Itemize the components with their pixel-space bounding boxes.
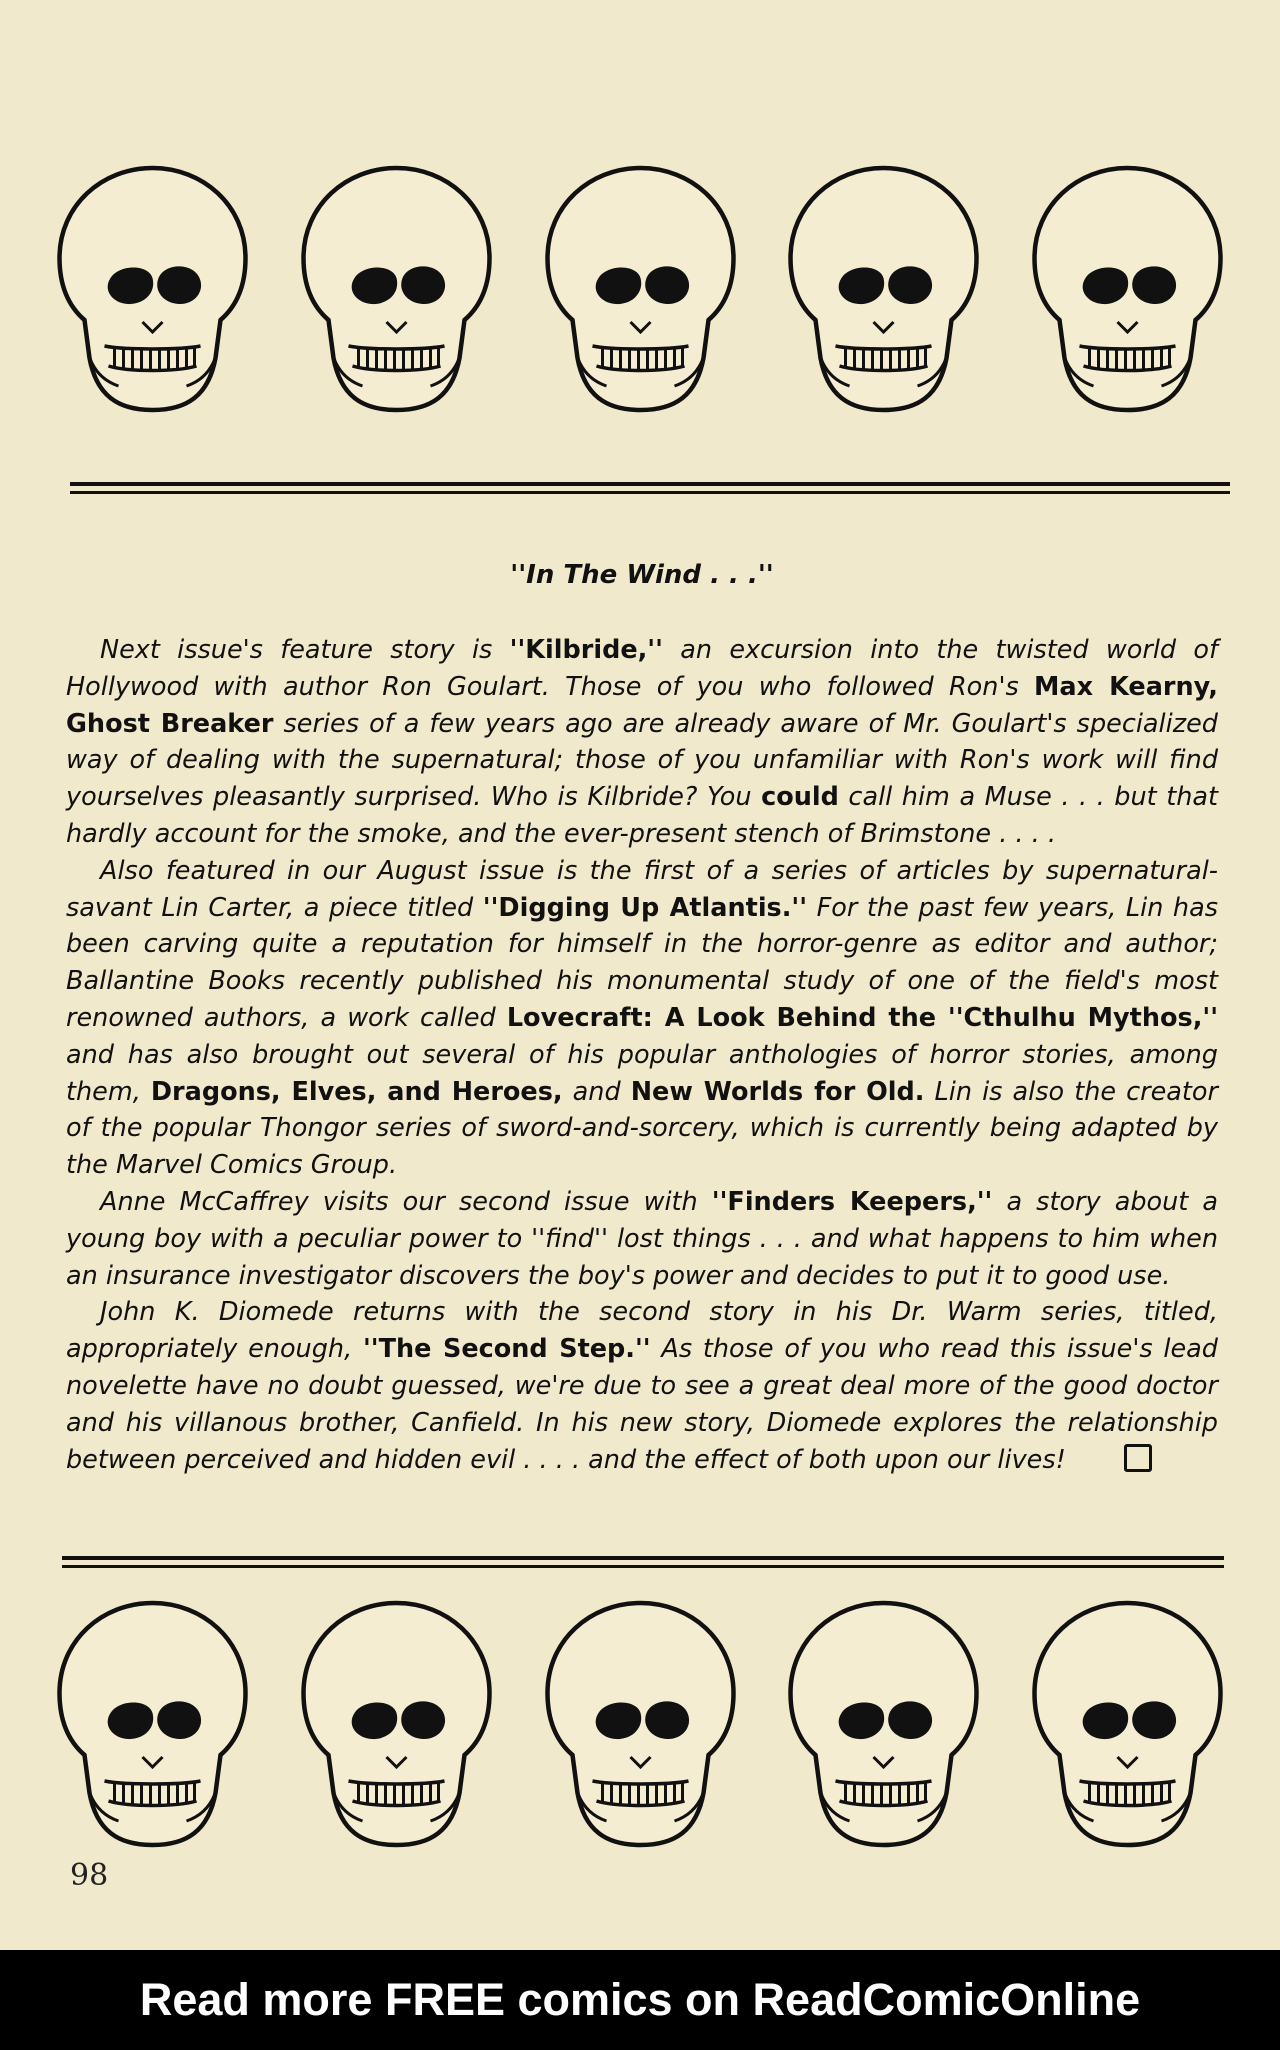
skull-icon (50, 160, 255, 420)
skull-icon (294, 160, 499, 420)
emphasis: could (761, 782, 839, 813)
skull-icon (1025, 160, 1230, 420)
text-run: and has also brought out several of his popular anthologies of horror stories, among them, (66, 1039, 1218, 1107)
text-run: series of a few years ago are already aware of Mr. Goulart's specialized way of dealing with the supernatural; those of you unfamiliar with Ron's work will find yourselves pleasantly surprised. Who is Kilbride? You (66, 708, 1218, 813)
article (66, 560, 1218, 1478)
bottom-divider (62, 1556, 1224, 1568)
promo-banner[interactable] (0, 1950, 1280, 2050)
book-title: Dragons, Elves, and Heroes, (150, 1076, 563, 1107)
story-title: ''Kilbride,'' (509, 635, 663, 665)
story-title: ''Finders Keepers,'' (711, 1186, 993, 1217)
text-run: a story about a young boy with a peculiar power to ''find'' lost things . . . and what happens to him when an insurance investigator discovers the boy's power and decides to put it to good use. (66, 1186, 1218, 1291)
article-title: ''In The Wind . . .'' (510, 560, 774, 590)
skull-icon (50, 1595, 255, 1855)
paragraph-kilbride (66, 632, 1218, 853)
text-run: For the past few years, Lin has been carving quite a reputation for himself in the horror-genre as editor and author; Ballantine Books recently published his monumental study of one of the field's most renowned authors, a work called (66, 892, 1218, 1033)
text-run: an excursion into the twisted world of Hollywood with author Ron Goulart. Those of you who followed Ron's (66, 635, 1218, 702)
skull-icon (294, 1595, 499, 1855)
top-skull-row (50, 160, 1230, 420)
text-run: and (562, 1076, 631, 1107)
skull-icon (781, 160, 986, 420)
top-divider (70, 482, 1230, 494)
text-run: Lin is also the creator of the popular Thongor series of sword-and-sorcery, which is currently being adapted by the Marvel Comics Group. (66, 1076, 1219, 1181)
text-run: Also featured in our August issue is the first of a series of articles by supernatural-savant Lin Carter, a piece titled (66, 855, 1218, 923)
series-title: Max Kearny, Ghost Breaker (66, 671, 1218, 739)
skull-icon (1025, 1595, 1230, 1855)
page-number: 98 (70, 1858, 109, 1893)
text-run: Anne McCaffrey visits our second issue with (100, 1186, 712, 1217)
promo-banner-text[interactable]: Read more FREE comics on ReadComicOnline (139, 1974, 1141, 2025)
skull-icon (538, 1595, 743, 1855)
book-title: Lovecraft: A Look Behind the ''Cthulhu Mythos,'' (506, 1002, 1218, 1033)
text-run: As those of you who read this issue's lead novelette have no doubt guessed, we're due to see a great deal more of the good doctor and his villanous brother, Canfield. In his new story, Diomede explores the relationship between perceived and hidden evil . . . . and the effect of both upon our lives! (66, 1334, 1218, 1475)
skull-icon (538, 160, 743, 420)
paragraph-second-step (66, 1294, 1218, 1478)
text-run: John K. Diomede returns with the second story in his Dr. Warm series, titled, appropriately enough, (66, 1297, 1218, 1365)
text-run: Next issue's feature story is (100, 635, 510, 665)
article-ref: ''Digging Up Atlantis.'' (482, 892, 808, 923)
bottom-skull-row (50, 1595, 1230, 1855)
end-mark-icon (1124, 1444, 1152, 1472)
text-run: call him a Muse . . . but that hardly account for the smoke, and the ever-present stench of Brimstone . . . . (66, 782, 1218, 849)
story-title: ''The Second Step.'' (362, 1334, 651, 1365)
paragraph-atlantis (66, 853, 1218, 1184)
paragraph-finders-keepers (66, 1184, 1218, 1294)
book-title: New Worlds for Old. (630, 1076, 925, 1107)
skull-icon (781, 1595, 986, 1855)
